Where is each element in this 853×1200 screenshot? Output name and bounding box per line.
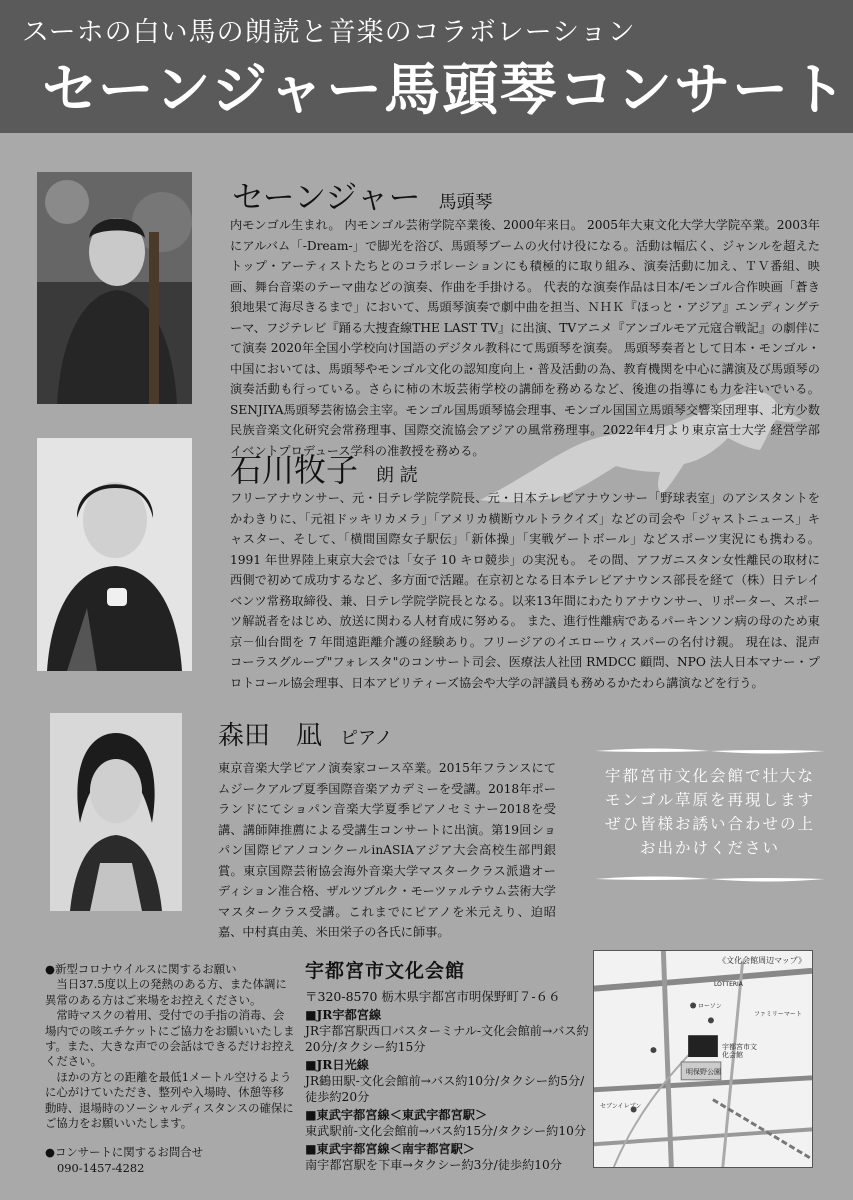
- covid-notice: [45, 962, 295, 1176]
- map-label-park: 明保野公園: [686, 1068, 721, 1076]
- performer-role: 朗 読: [376, 465, 418, 486]
- access-line: ■JR宇都宮線: [305, 1008, 382, 1022]
- map-label-familymart: ファミリーマート: [754, 1011, 802, 1018]
- contact-phone: 090-1457-4282: [57, 1160, 145, 1175]
- performer-name-text: 石川牧子: [230, 451, 359, 489]
- access-detail: 南宇都宮駅を下車→タクシー約3分/徒歩約10分: [305, 1158, 562, 1172]
- map-drawing: [594, 951, 812, 1167]
- venue-name: 宇都宮市文化会館: [305, 960, 466, 982]
- performer-role: 馬頭琴: [438, 192, 493, 213]
- performer-bio-2: フリーアナウンサー、元・日テレ学院学院長、元・日本テレビアナウンサー「野球表室」のアシスタントをかわきりに、「元祖ドッキリカメラ」「アメリカ横断ウルトラクイズ」などの司会や「ジャストニュース」キャスター、そして、「横間国際女子駅伝」「新体操」「実戦ゲートボール」などスポーツ実況にも携わる。1991 年世界陸上東京大会では「女子 10 キロ競歩」の実況も。 その間、アフガニスタン女性離民の取材に西側で初めて成功するなど、多方面で活躍。在京初となる日本テレビアナウンス部長を経て（株）日テレイベンツ常務取締役、兼、日テレ学院学院長となる。以来13年間にわたりアナウンサー、リポーター、スポーツ解説者をはじめ、放送に関わる人材育成に努める。 また、進行性離病であるパーキンソン病の母のため東京－仙台間を 7 年間遠距離介護の経験あり。フリージアのイエローウィスパーの名付け親。 現在は、混声コーラスグループ"フォレスタ"のコンサート司会、医療法人社団 RMDCC 顧問、NPO 法人日本マナー・プロトコール協会理事、日本アビリティーズ協会や大学の評議員も務めるかたわら講演などを行う。: [230, 491, 820, 690]
- access-line: ■東武宇都宮線＜東武宇都宮駅＞: [305, 1108, 488, 1122]
- access-line: ■JR日光線: [305, 1058, 369, 1072]
- map-label-venue: 宇都宮市文化会館: [722, 1043, 757, 1059]
- promo-line: 宇都宮市文化会館で壮大な: [604, 767, 815, 785]
- decorative-rule-bottom: [595, 874, 825, 884]
- performer-photo-ishikawa: [37, 438, 192, 671]
- page-title: セーンジャー馬頭琴コンサート: [42, 57, 849, 123]
- performer-name-text: 森田 凪: [218, 721, 323, 751]
- promo-line: お出かけください: [639, 839, 780, 857]
- performer-photo-morita: [50, 713, 182, 911]
- venue-info: [305, 956, 590, 1173]
- map-label-seven: セブンイレブン: [600, 1103, 642, 1110]
- access-line: ■東武宇都宮線＜南宇都宮駅＞: [305, 1142, 475, 1156]
- venue-address: 〒320-8570 栃木県宇都宮市明保野町７-６６: [305, 989, 561, 1004]
- promo-message: [590, 764, 830, 860]
- decorative-rule-top: [595, 746, 825, 756]
- promo-block: [590, 740, 830, 890]
- access-detail: JR宇都宮駅西口バスターミナル-文化会館前→バス約20分/タクシー約15分: [305, 1024, 589, 1054]
- performer-role: ピアノ: [340, 728, 393, 749]
- map-title: 《文化会館周辺マップ》: [718, 956, 806, 965]
- performer-bio-3: 東京音楽大学ピアノ演奏家コース卒業。2015年フランスにてムジークアルプ夏季国際音楽アカデミーを受講。2018年ポーランドにてショパン音楽大学夏季ピアノセミナー2018を受講、講師陣推薦による受講生コンサートに出演。第19回ショパン国際ピアノコンクールinASIAアジア大会高校生部門銀賞。東京国際芸術協会海外音楽大学マスタークラス派遣オーディション准合格、ザルツブルク・モーツァルテウム芸術大学マスタークラス受講。これまでにピアノを米元えり、迫昭嘉、中村真由美、米田栄子の各氏に師事。: [218, 761, 556, 939]
- notice-paragraph: 当日37.5度以上の発熱のある方、また体調に異常のある方はご来場をお控えください。: [45, 977, 287, 1007]
- performer-name-text: セーンジャー: [232, 178, 421, 216]
- performer-name-1: [232, 172, 493, 218]
- area-map: [593, 950, 813, 1168]
- header-banner: [0, 0, 853, 133]
- page-subtitle: スーホの白い馬の朗読と音楽のコラボレーション: [22, 17, 636, 48]
- performer-name-2: [230, 445, 418, 491]
- notice-paragraph: ほかの方との距離を最低1メートル空けるように心がけていただき、整列や入場時、休憩等移動時、退場時のソーシャルディスタンスの確保にご協力をお願いいたします。: [45, 1069, 294, 1131]
- performer-name-3: [218, 715, 393, 752]
- promo-line: モンゴル草原を再現します: [604, 791, 815, 809]
- access-detail: 東武駅前-文化会館前→バス約15分/タクシー約10分: [305, 1124, 587, 1138]
- notice-heading: ●新型コロナウイルスに関するお願い: [45, 962, 237, 976]
- map-label-lotteria: LOTTERIA: [714, 981, 743, 988]
- performer-photo-senjiya: [37, 172, 192, 404]
- promo-line: ぜひ皆様お誘い合わせの上: [604, 815, 815, 833]
- access-detail: JR鶴田駅-文化会館前→バス約10分/タクシー約5分/徒歩約20分: [305, 1074, 585, 1104]
- performer-bio-1: 内モンゴル生まれ。 内モンゴル芸術学院卒業後、2000年来日。 2005年大東文化大学大学院卒業。2003年にアルバム「-Dream-」で脚光を浴び、馬頭琴ブームの火付け役になる。活動は幅広く、ジャンルを超えたトップ・アーティストたちとのコラボレーションにも積極的に取り組み、演奏活動に加え、ＴＶ番組、映画、舞台音楽のテーマ曲などの演奏、作曲を手掛ける。 代表的な演奏作品は日本/モンゴル合作映画「蒼き狼地果て海尽きるまで」において、馬頭琴演奏で劇中曲を担当、ＮＨＫ『ほっと・アジア』エンディングテーマ、フジテレビ『踊る大捜査線THE LAST TV』に出演、TVアニメ『アンゴルモア元寇合戦記』の劇伴にて演奏 2020年全国小学校向け国語のデジタル教科にて馬頭琴を演奏。 馬頭琴奏者として日本・モンゴル・中国においては、馬頭琴やモンゴル文化の認知度向上・普及活動の為、教育機関を中心に講演及び馬頭琴の演奏活動も行っている。さらに柿の木坂芸術学校の講師を務めるなど、後進の指導にも力を注いでいる。 SENJIYA馬頭琴芸術協会主宰。モンゴル国馬頭琴協会理事、モンゴル国国立馬頭琴交響楽団理事、北方少数民族音楽文化研究会常務理事、国際交流協会アジアの風常務理事。2022年4月より東京富士大学 経営学部 イベントプロデュース学科の准教授を務める。: [230, 218, 820, 458]
- notice-paragraph: 常時マスクの着用、受付での手指の消毒、会場内での咳エチケットにご協力をお願いいたします。また、大きな声での会話はできるだけお控えください。: [45, 1008, 295, 1069]
- contact-heading: ●コンサートに関するお問合せ: [45, 1145, 204, 1160]
- map-label-lawson: ローソン: [698, 1003, 722, 1010]
